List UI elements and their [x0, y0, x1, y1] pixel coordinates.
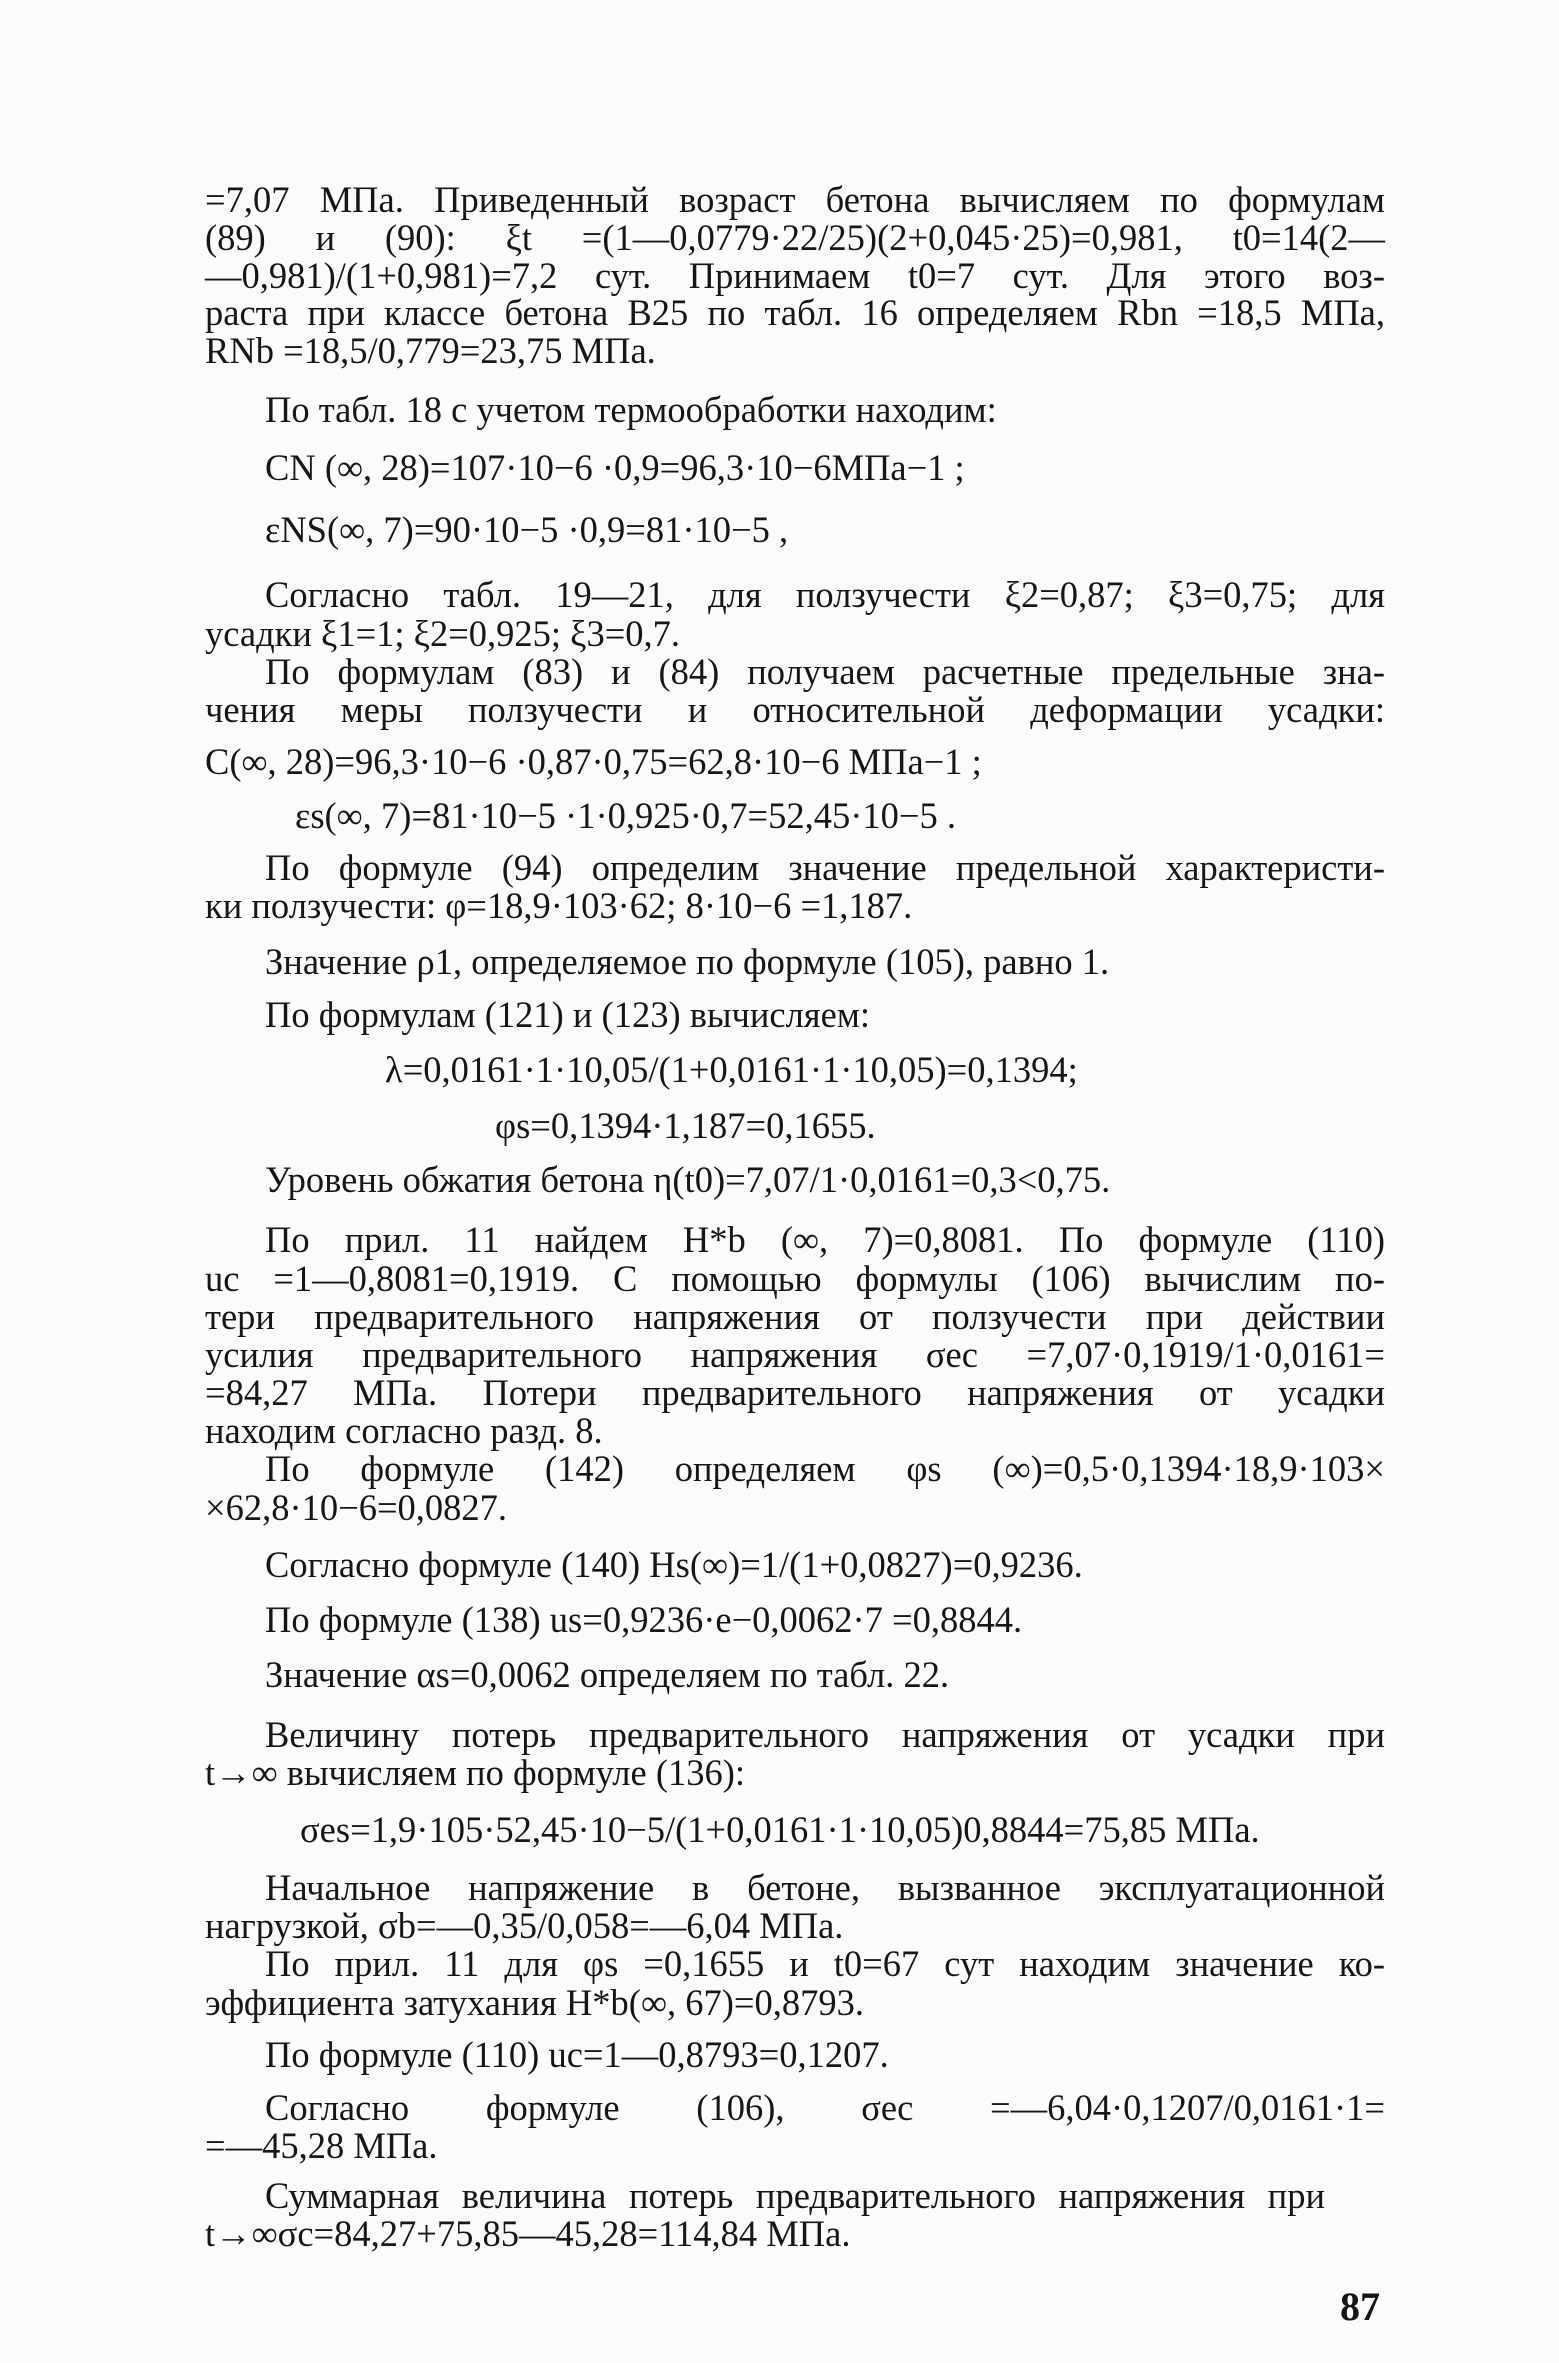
text-line: =84,27 МПа. Потери предварительного напряжения от усадки — [205, 1372, 1385, 1413]
text-line: чения меры ползучести и относительной деформации усадки: — [205, 689, 1385, 730]
text-line: ки ползучести: φ=18,9·103·62; 8·10−6 =1,187. — [205, 885, 913, 926]
text-line: Согласно табл. 19—21, для ползучести ξ2=0,87; ξ3=0,75; для — [265, 574, 1385, 615]
text-line: Уровень обжатия бетона η(t0)=7,07/1·0,0161=0,3<0,75. — [265, 1159, 1111, 1200]
text-line: —0,981)/(1+0,981)=7,2 сут. Принимаем t0=7 сут. Для этого воз- — [205, 255, 1385, 296]
text-line: По формулам (83) и (84) получаем расчетные предельные зна- — [265, 651, 1385, 692]
text-line: t→∞ вычисляем по формуле (136): — [205, 1752, 746, 1793]
text-line: (89) и (90): ξt =(1—0,0779·22/25)(2+0,045·25)=0,981, t0=14(2— — [205, 217, 1385, 258]
text-line: усилия предварительного напряжения σec =7,07·0,1919/1·0,0161= — [205, 1334, 1385, 1375]
page-number: 87 — [1340, 2284, 1380, 2329]
text-line: По формулам (121) и (123) вычисляем: — [265, 994, 871, 1035]
text-line: Согласно формуле (106), σec =—6,04·0,1207/0,0161·1= — [265, 2087, 1385, 2128]
formula-line: CN (∞, 28)=107·10−6 ·0,9=96,3·10−6МПа−1 ; — [265, 447, 965, 488]
text-line: Суммарная величина потерь предварительного напряжения при — [265, 2175, 1325, 2216]
text-line: Величину потерь предварительного напряжения от усадки при — [265, 1714, 1385, 1755]
text-line: uc =1—0,8081=0,1919. С помощью формулы (106) вычислим по- — [205, 1258, 1385, 1299]
text-line: RNb =18,5/0,779=23,75 МПа. — [205, 330, 656, 371]
text-line: По формуле (94) определим значение предельной характеристи- — [265, 847, 1385, 888]
text-line: раста при классе бетона B25 по табл. 16 определяем Rbn =18,5 МПа, — [205, 292, 1385, 333]
text-line: Согласно формуле (140) Hs(∞)=1/(1+0,0827)=0,9236. — [265, 1544, 1083, 1585]
text-line: тери предварительного напряжения от ползучести при действии — [205, 1296, 1385, 1337]
text-line: Начальное напряжение в бетоне, вызванное эксплуатационной — [265, 1867, 1385, 1908]
text-line: t→∞σc=84,27+75,85—45,28=114,84 МПа. — [205, 2213, 851, 2254]
text-line: По формуле (138) us=0,9236·e−0,0062·7 =0,8844. — [265, 1599, 1023, 1640]
text-line: =—45,28 МПа. — [205, 2125, 438, 2166]
formula-line: εs(∞, 7)=81·10−5 ·1·0,925·0,7=52,45·10−5 . — [295, 795, 956, 836]
formula-line: λ=0,0161·1·10,05/(1+0,0161·1·10,05)=0,1394; — [385, 1049, 1078, 1090]
text-line: =7,07 МПа. Приведенный возраст бетона вычисляем по формулам — [205, 179, 1385, 220]
formula-line: σes=1,9·105·52,45·10−5/(1+0,0161·1·10,05)0,8844=75,85 МПа. — [300, 1809, 1260, 1850]
text-line: Значение ρ1, определяемое по формуле (105), равно 1. — [265, 941, 1110, 982]
text-line: эффициента затухания H*b(∞, 67)=0,8793. — [205, 1982, 864, 2023]
text-line: находим согласно разд. 8. — [205, 1410, 603, 1451]
formula-line: C(∞, 28)=96,3·10−6 ·0,87·0,75=62,8·10−6 МПа−1 ; — [205, 741, 982, 782]
text-line: По табл. 18 с учетом термообработки находим: — [265, 389, 997, 430]
formula-line: εNS(∞, 7)=90·10−5 ·0,9=81·10−5 , — [265, 509, 789, 550]
text-line: ×62,8·10−6=0,0827. — [205, 1487, 508, 1528]
text-line: По прил. 11 для φs =0,1655 и t0=67 сут находим значение ко- — [265, 1943, 1385, 1984]
text-line: Значение αs=0,0062 определяем по табл. 22. — [265, 1654, 950, 1695]
text-line: По прил. 11 найдем H*b (∞, 7)=0,8081. По формуле (110) — [265, 1219, 1385, 1260]
text-line: По формуле (142) определяем φs (∞)=0,5·0,1394·18,9·103× — [265, 1448, 1385, 1489]
formula-line: φs=0,1394·1,187=0,1655. — [495, 1105, 876, 1146]
text-line: усадки ξ1=1; ξ2=0,925; ξ3=0,7. — [205, 613, 681, 654]
text-line: нагрузкой, σb=—0,35/0,058=—6,04 МПа. — [205, 1905, 844, 1946]
text-line: По формуле (110) uc=1—0,8793=0,1207. — [265, 2034, 889, 2075]
